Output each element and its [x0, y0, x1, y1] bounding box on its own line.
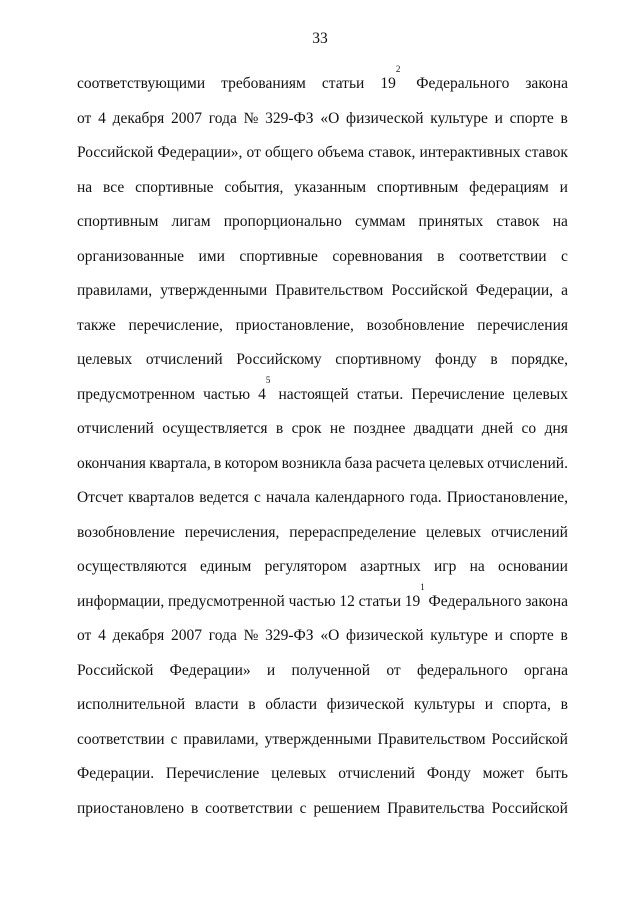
- word: физической: [346, 627, 424, 644]
- word: от: [386, 661, 401, 679]
- word: Российской: [391, 282, 468, 299]
- text-line: [77, 521, 568, 556]
- word: также: [77, 316, 116, 334]
- word: порядке,: [511, 351, 568, 368]
- word: с: [299, 799, 307, 817]
- superscript: 5: [265, 374, 271, 385]
- text-line: [77, 279, 568, 314]
- word: с: [561, 247, 568, 265]
- word: $19^1$: [404, 581, 425, 610]
- text-line: [77, 348, 568, 383]
- word: ставок: [524, 144, 568, 161]
- word: спортивные: [135, 178, 214, 196]
- text-line: [77, 762, 568, 797]
- word: со: [521, 420, 537, 437]
- word: физической: [346, 109, 424, 127]
- word: предусмотренном: [77, 385, 196, 403]
- word: Российской: [77, 144, 154, 161]
- word: Фонду: [426, 765, 471, 782]
- word: $19^2$: [380, 64, 401, 92]
- word: основании: [497, 558, 568, 575]
- text-line: [77, 624, 568, 659]
- word: Федерации»: [169, 661, 251, 679]
- word: перечисления: [477, 316, 568, 334]
- word: Правительства: [387, 799, 485, 817]
- word: утвержденными: [264, 730, 372, 748]
- word: 12: [339, 592, 355, 610]
- word: отчислений: [338, 765, 416, 782]
- word: спорте: [509, 109, 554, 127]
- word: ставок,: [368, 144, 416, 161]
- word: Перечисление: [165, 765, 260, 782]
- text-line: [77, 555, 568, 590]
- word: Правительством: [377, 730, 486, 748]
- word: в: [560, 627, 568, 644]
- word: Федерального: [416, 75, 510, 92]
- word: с: [170, 730, 178, 748]
- word: события,: [224, 178, 284, 196]
- word: возобновление: [366, 316, 465, 334]
- word: отчислений: [77, 420, 154, 437]
- word: Российской: [77, 661, 154, 679]
- word: 4: [98, 627, 106, 644]
- word: культуре: [430, 627, 488, 644]
- word: отчислений: [145, 351, 223, 368]
- word: настоящей: [278, 385, 349, 403]
- word: соответствии: [77, 730, 165, 748]
- word: целевых: [428, 454, 485, 472]
- word: информации,: [77, 592, 165, 610]
- text-line: [77, 210, 568, 245]
- word: дней: [481, 420, 514, 437]
- word: власти: [194, 696, 239, 713]
- word: и: [559, 178, 568, 196]
- word: Российской: [491, 799, 568, 817]
- word: от: [77, 109, 92, 127]
- word: отчислений: [491, 523, 568, 541]
- word: а: [561, 282, 568, 299]
- word: на: [469, 558, 485, 575]
- word: Приостановление,: [446, 489, 568, 506]
- word: осуществляется: [162, 420, 268, 437]
- word: спорте: [509, 627, 554, 644]
- word: от: [246, 144, 261, 161]
- word: осуществляются: [77, 558, 187, 575]
- word: в: [490, 351, 498, 368]
- word: все: [103, 178, 125, 196]
- word: соревнования: [332, 247, 423, 265]
- word: Перечисление: [411, 385, 505, 403]
- word: начала: [266, 489, 311, 506]
- word: в: [437, 247, 445, 265]
- word: ведется: [199, 489, 249, 506]
- word: Российскому: [236, 351, 322, 368]
- word: Федерации,: [475, 282, 553, 299]
- text-line: [77, 141, 568, 176]
- word: правилами,: [183, 730, 259, 748]
- word: года: [208, 109, 237, 127]
- text-line: [77, 659, 568, 694]
- word: Федерального: [428, 592, 522, 610]
- word: регулятором: [264, 558, 347, 575]
- word: целевых: [426, 523, 482, 541]
- word: быть: [535, 765, 568, 782]
- word: указанным: [294, 178, 367, 196]
- word: окончания: [77, 454, 146, 472]
- word: перечисление,: [128, 316, 223, 334]
- word: статьи: [358, 592, 402, 610]
- word: от: [77, 627, 92, 644]
- word: исполнительной: [77, 696, 186, 713]
- word: требованиям: [221, 75, 306, 92]
- word: спорта,: [502, 696, 551, 713]
- word: приостановлено: [77, 799, 185, 817]
- superscript: 1: [420, 581, 425, 592]
- document-body: [77, 64, 568, 831]
- word: культуры: [413, 696, 475, 713]
- word: календарного: [315, 489, 405, 506]
- word: «О: [320, 627, 340, 644]
- word: органа: [524, 661, 568, 679]
- word: в: [275, 420, 284, 437]
- word: ими: [198, 247, 225, 265]
- word: соответствии: [205, 799, 293, 817]
- word: фонду: [434, 351, 477, 368]
- word: федерального: [416, 661, 508, 679]
- word: не: [329, 420, 346, 437]
- word: в: [190, 799, 199, 817]
- text-line: [77, 107, 568, 142]
- word: общего: [265, 144, 314, 161]
- text-line: [77, 374, 568, 418]
- word: целевых: [77, 351, 133, 368]
- word: в: [560, 696, 568, 713]
- word: 2007: [171, 627, 203, 644]
- page-number: 33: [312, 30, 328, 47]
- word: 4: [98, 109, 106, 127]
- word: двадцати: [413, 420, 474, 437]
- word: расчета: [375, 454, 426, 472]
- word: позднее: [353, 420, 406, 437]
- word: может: [482, 765, 524, 782]
- word: ставок: [496, 213, 540, 230]
- word: Федерации»,: [157, 144, 243, 161]
- word: принятых: [418, 213, 484, 230]
- text-line: [77, 486, 568, 521]
- word: Федерации.: [77, 765, 155, 782]
- word: игр: [433, 558, 457, 575]
- word: закона: [525, 592, 568, 610]
- word: объема: [317, 144, 365, 161]
- word: пропорционально: [223, 213, 342, 230]
- word: целевых: [512, 385, 568, 403]
- word: в: [214, 454, 222, 472]
- text-line: [77, 176, 568, 211]
- word: соответствующими: [77, 75, 206, 92]
- word: перечисления,: [184, 523, 280, 541]
- word: предусмотренной: [168, 592, 285, 610]
- word: статьи: [321, 75, 365, 92]
- word: срок: [291, 420, 322, 437]
- word: решением: [313, 799, 381, 817]
- word: в: [248, 696, 256, 713]
- text-line: [77, 728, 568, 763]
- word: лигам: [171, 213, 211, 230]
- word: частью: [288, 592, 336, 610]
- word: соответствии: [458, 247, 547, 265]
- word: и: [494, 109, 503, 127]
- word: целевых: [271, 765, 327, 782]
- word: суммам: [354, 213, 406, 230]
- word: и: [484, 696, 493, 713]
- word: культуре: [430, 109, 488, 127]
- word: Российской: [491, 730, 568, 748]
- word: дня: [544, 420, 568, 437]
- word: Правительством: [275, 282, 384, 299]
- word: и: [494, 627, 503, 644]
- word: с: [254, 489, 261, 506]
- text-line: [77, 452, 568, 487]
- word: квартала,: [149, 454, 211, 472]
- word: закона: [525, 75, 568, 92]
- word: года: [208, 627, 237, 644]
- word: 329-ФЗ: [265, 109, 314, 127]
- text-line: [77, 314, 568, 349]
- word: в: [560, 109, 568, 127]
- word: декабря: [112, 109, 165, 127]
- word: области: [265, 696, 318, 713]
- word: федерациям: [469, 178, 549, 196]
- word: полученной: [291, 661, 371, 679]
- text-line: [77, 693, 568, 728]
- superscript: 2: [395, 64, 401, 74]
- word: на: [77, 178, 93, 196]
- word: статьи.: [356, 385, 404, 403]
- word: организованные: [77, 247, 184, 265]
- word: №: [243, 109, 259, 127]
- text-line: [77, 581, 568, 625]
- word: №: [243, 627, 259, 644]
- word: спортивным: [376, 178, 459, 196]
- word: Отсчет: [77, 489, 124, 506]
- text-line: [77, 245, 568, 280]
- word: декабря: [112, 627, 165, 644]
- word: спортивным: [77, 213, 159, 230]
- word: кварталов: [128, 489, 195, 506]
- word: «О: [320, 109, 340, 127]
- word: спортивному: [335, 351, 422, 368]
- word: 2007: [171, 109, 203, 127]
- word: утвержденными: [160, 282, 268, 299]
- word: база: [344, 454, 373, 472]
- word: перераспределение: [289, 523, 417, 541]
- word: и: [266, 661, 276, 679]
- word: возникла: [281, 454, 342, 472]
- text-line: [77, 797, 568, 832]
- word: спортивные: [239, 247, 318, 265]
- word: отчислений.: [487, 454, 568, 472]
- word: котором: [224, 454, 279, 472]
- word: возобновление: [77, 523, 175, 541]
- word: на: [552, 213, 568, 230]
- word: 329-ФЗ: [265, 627, 314, 644]
- word: $4^5$: [258, 374, 271, 403]
- word: правилами,: [77, 282, 153, 299]
- word: азартных: [360, 558, 421, 575]
- text-line: [77, 417, 568, 452]
- word: приостановление,: [235, 316, 354, 334]
- word: года.: [409, 489, 442, 506]
- word: единым: [199, 558, 252, 575]
- text-line: [77, 64, 568, 107]
- word: интерактивных: [419, 144, 521, 161]
- word: частью: [203, 385, 251, 403]
- word: физической: [326, 696, 405, 713]
